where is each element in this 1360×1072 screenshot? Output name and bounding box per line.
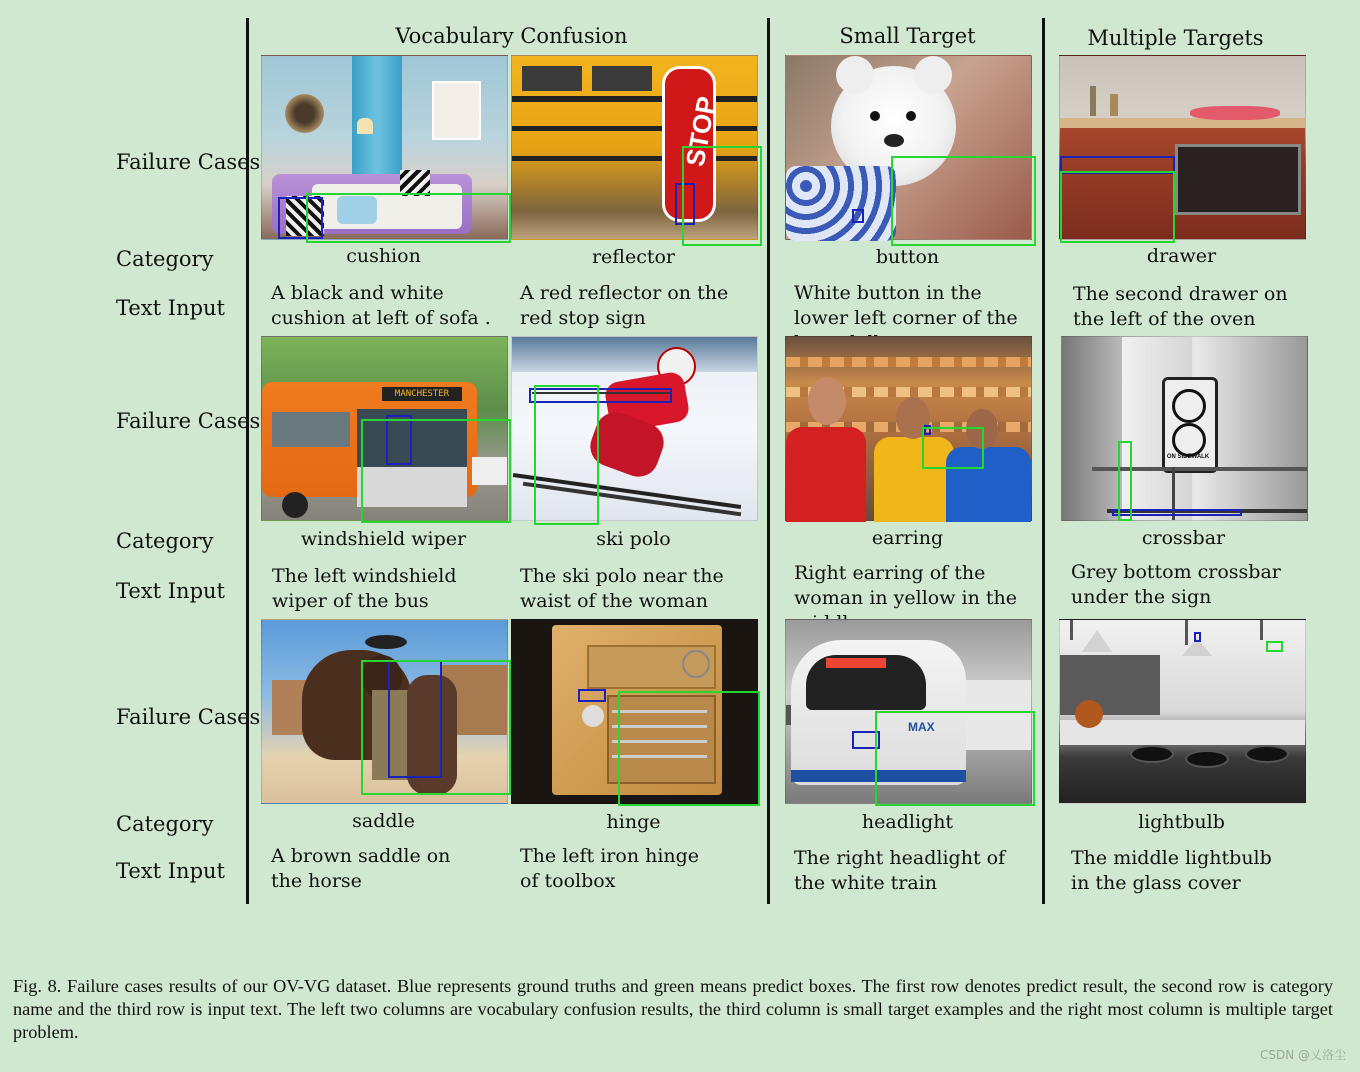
header-vocabulary-confusion: Vocabulary Confusion: [395, 24, 628, 48]
pred-box: [922, 427, 984, 469]
pred-box: [1266, 641, 1283, 652]
image-reflector-bus: [511, 55, 758, 240]
pred-box: [875, 711, 1035, 806]
row1-col3-text: White button in the lower left corner of the: [794, 282, 1018, 329]
image-crossbar-sign: [1061, 336, 1308, 521]
image-ski-polo: [511, 336, 758, 521]
row2-col4-category: crossbar: [1141, 527, 1226, 549]
image-lightbulb-kitchen: [1059, 619, 1306, 804]
row1-col1-text: A black and white cushion at left of sofa .: [271, 282, 491, 329]
watermark: CSDN @乂洛尘: [1259, 1048, 1346, 1062]
row3-col4-category: lightbulb: [1138, 811, 1225, 833]
row2-failure-label: Failure Cases: [116, 409, 261, 433]
row3-text-input-label: Text Input: [116, 859, 225, 883]
separator-middle: [767, 18, 770, 904]
pred-box: [306, 193, 511, 243]
bus-sign: MANCHESTER: [382, 387, 462, 401]
image-button-bear: [785, 55, 1032, 240]
row2-col3-category: earring: [871, 527, 944, 549]
row3-col3-category: headlight: [861, 811, 954, 833]
row2-col3-text: Right earring of the woman in yellow in the: [794, 562, 1018, 609]
pred-box: [1118, 441, 1132, 521]
row1-text-input-label: Text Input: [116, 296, 225, 320]
header-multiple-targets: Multiple Targets: [1087, 26, 1264, 50]
row1-col4-category: drawer: [1146, 245, 1217, 267]
row2-category-label: Category: [116, 529, 214, 553]
row2-col4-text: Grey bottom crossbar under the sign: [1071, 561, 1281, 608]
image-earring-bakery: [785, 336, 1032, 521]
row1-category-label: Category: [116, 247, 214, 271]
row3-col2-category: hinge: [606, 811, 661, 833]
row1-col2-text: A red reflector on the red stop sign: [520, 282, 729, 329]
header-small-target: Small Target: [839, 24, 976, 48]
row2-col2-category: ski polo: [596, 528, 671, 550]
figure-caption: Fig. 8. Failure cases results of our OV-VG dataset. Blue represents ground truths and green means predict boxes. The first row denotes predict result, the second row is category name and the third row is input text. The left two columns are vocabulary confusion results, the third column is small target examples and the right most column is multiple target problem.: [13, 976, 1333, 1042]
row3-col4-text: The middle lightbulb in the glass cover: [1071, 847, 1272, 894]
pred-box: [361, 419, 511, 523]
separator-right: [1042, 18, 1045, 904]
row3-category-label: Category: [116, 812, 214, 836]
sign-text: ON SIDEWALK: [1166, 454, 1210, 460]
pred-box: [682, 146, 762, 246]
row3-col2-text: The left iron hinge of toolbox: [520, 845, 700, 892]
row1-col4-text: The second drawer on the left of the oven: [1073, 283, 1288, 330]
row2-text-input-label: Text Input: [116, 579, 225, 603]
image-wiper-bus: [261, 336, 508, 521]
row3-col3-text: The right headlight of the white train: [794, 847, 1006, 894]
image-saddle-horse: [261, 619, 508, 804]
image-headlight-train: [785, 619, 1032, 804]
image-drawer-oven: [1059, 55, 1306, 240]
row3-col1-text: A brown saddle on the horse: [271, 845, 451, 892]
image-cushion-sofa: [261, 55, 508, 240]
row3-failure-label: Failure Cases: [116, 705, 261, 729]
row2-col1-category: windshield wiper: [300, 528, 467, 550]
stop-sign-text: STOP: [679, 94, 722, 169]
pred-box: [1060, 171, 1175, 243]
pred-box: [361, 660, 511, 795]
pred-box: [618, 691, 760, 806]
row3-col1-category: saddle: [352, 810, 415, 832]
row1-col1-category: cushion: [346, 245, 421, 267]
row1-failure-label: Failure Cases: [116, 150, 261, 174]
row1-col3-category: button: [875, 246, 940, 268]
row2-col2-text: The ski polo near the waist of the woman: [520, 565, 724, 612]
train-label: MAX: [908, 720, 935, 734]
image-hinge-toolbox: [511, 619, 758, 804]
pred-box: [534, 385, 599, 525]
gt-box: [1194, 632, 1201, 642]
row1-col2-category: reflector: [591, 246, 676, 268]
pred-box: [891, 156, 1036, 246]
gt-box: [578, 689, 606, 702]
row2-col1-text: The left windshield wiper of the bus: [272, 565, 457, 612]
gt-box: [852, 209, 864, 223]
